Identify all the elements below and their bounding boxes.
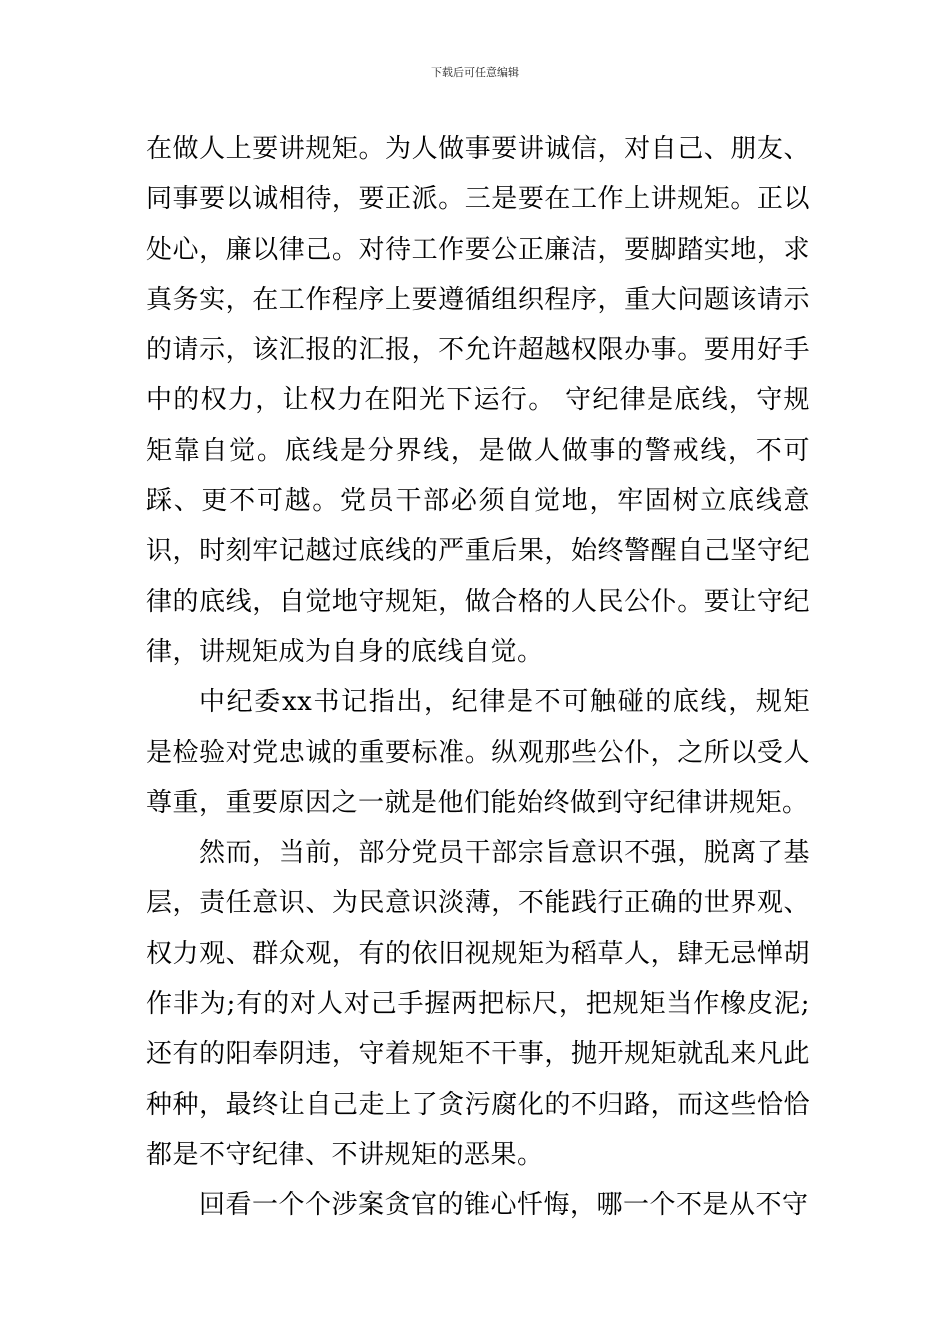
paragraph-4: 回看一个个涉案贪官的锥心忏悔，哪一个不是从不守 — [199, 1190, 809, 1221]
document-body — [146, 124, 810, 1231]
paragraph-1: 在做人上要讲规矩。为人做事要讲诚信，对自己、朋友、同事要以诚相待，要正派。三是要在工作上讲规矩。正以处心，廉以律己。对待工作要公正廉洁，要脚踏实地，求真务实，在工作程序上要遵循组织程序，重大问题该请示的请示，该汇报的汇报，不允许超越权限办事。要用好手中的权力，让权力在阳光下运行。 守纪律是底线，守规矩靠自觉。底线是分界线，是做人做事的警戒线，不可踩、更不可越。党员干部必须自觉地，牢固树立底线意识，时刻牢记越过底线的严重后果，始终警醒自己坚守纪律的底线，自觉地守规矩，做合格的人民公仆。要让守纪律，讲规矩成为自身的底线自觉。 — [146, 134, 810, 667]
paragraph-2: 中纪委xx书记指出，纪律是不可触碰的底线，规矩是检验对党忠诚的重要标准。纵观那些公仆，之所以受人尊重，重要原因之一就是他们能始终做到守纪律讲规矩。 — [146, 687, 810, 818]
paragraph-3: 然而，当前，部分党员干部宗旨意识不强，脱离了基层，责任意识、为民意识淡薄，不能践行正确的世界观、权力观、群众观，有的依旧视规矩为稻草人，肆无忌惮胡作非为;有的对人对己手握两把标尺，把规矩当作橡皮泥;还有的阳奉阴违，守着规矩不干事，抛开规矩就乱来凡此种种，最终让自己走上了贪污腐化的不归路，而这些恰恰都是不守纪律、不讲规矩的恶果。 — [146, 838, 810, 1170]
page-header-note: 下载后可任意编辑 — [431, 66, 519, 79]
